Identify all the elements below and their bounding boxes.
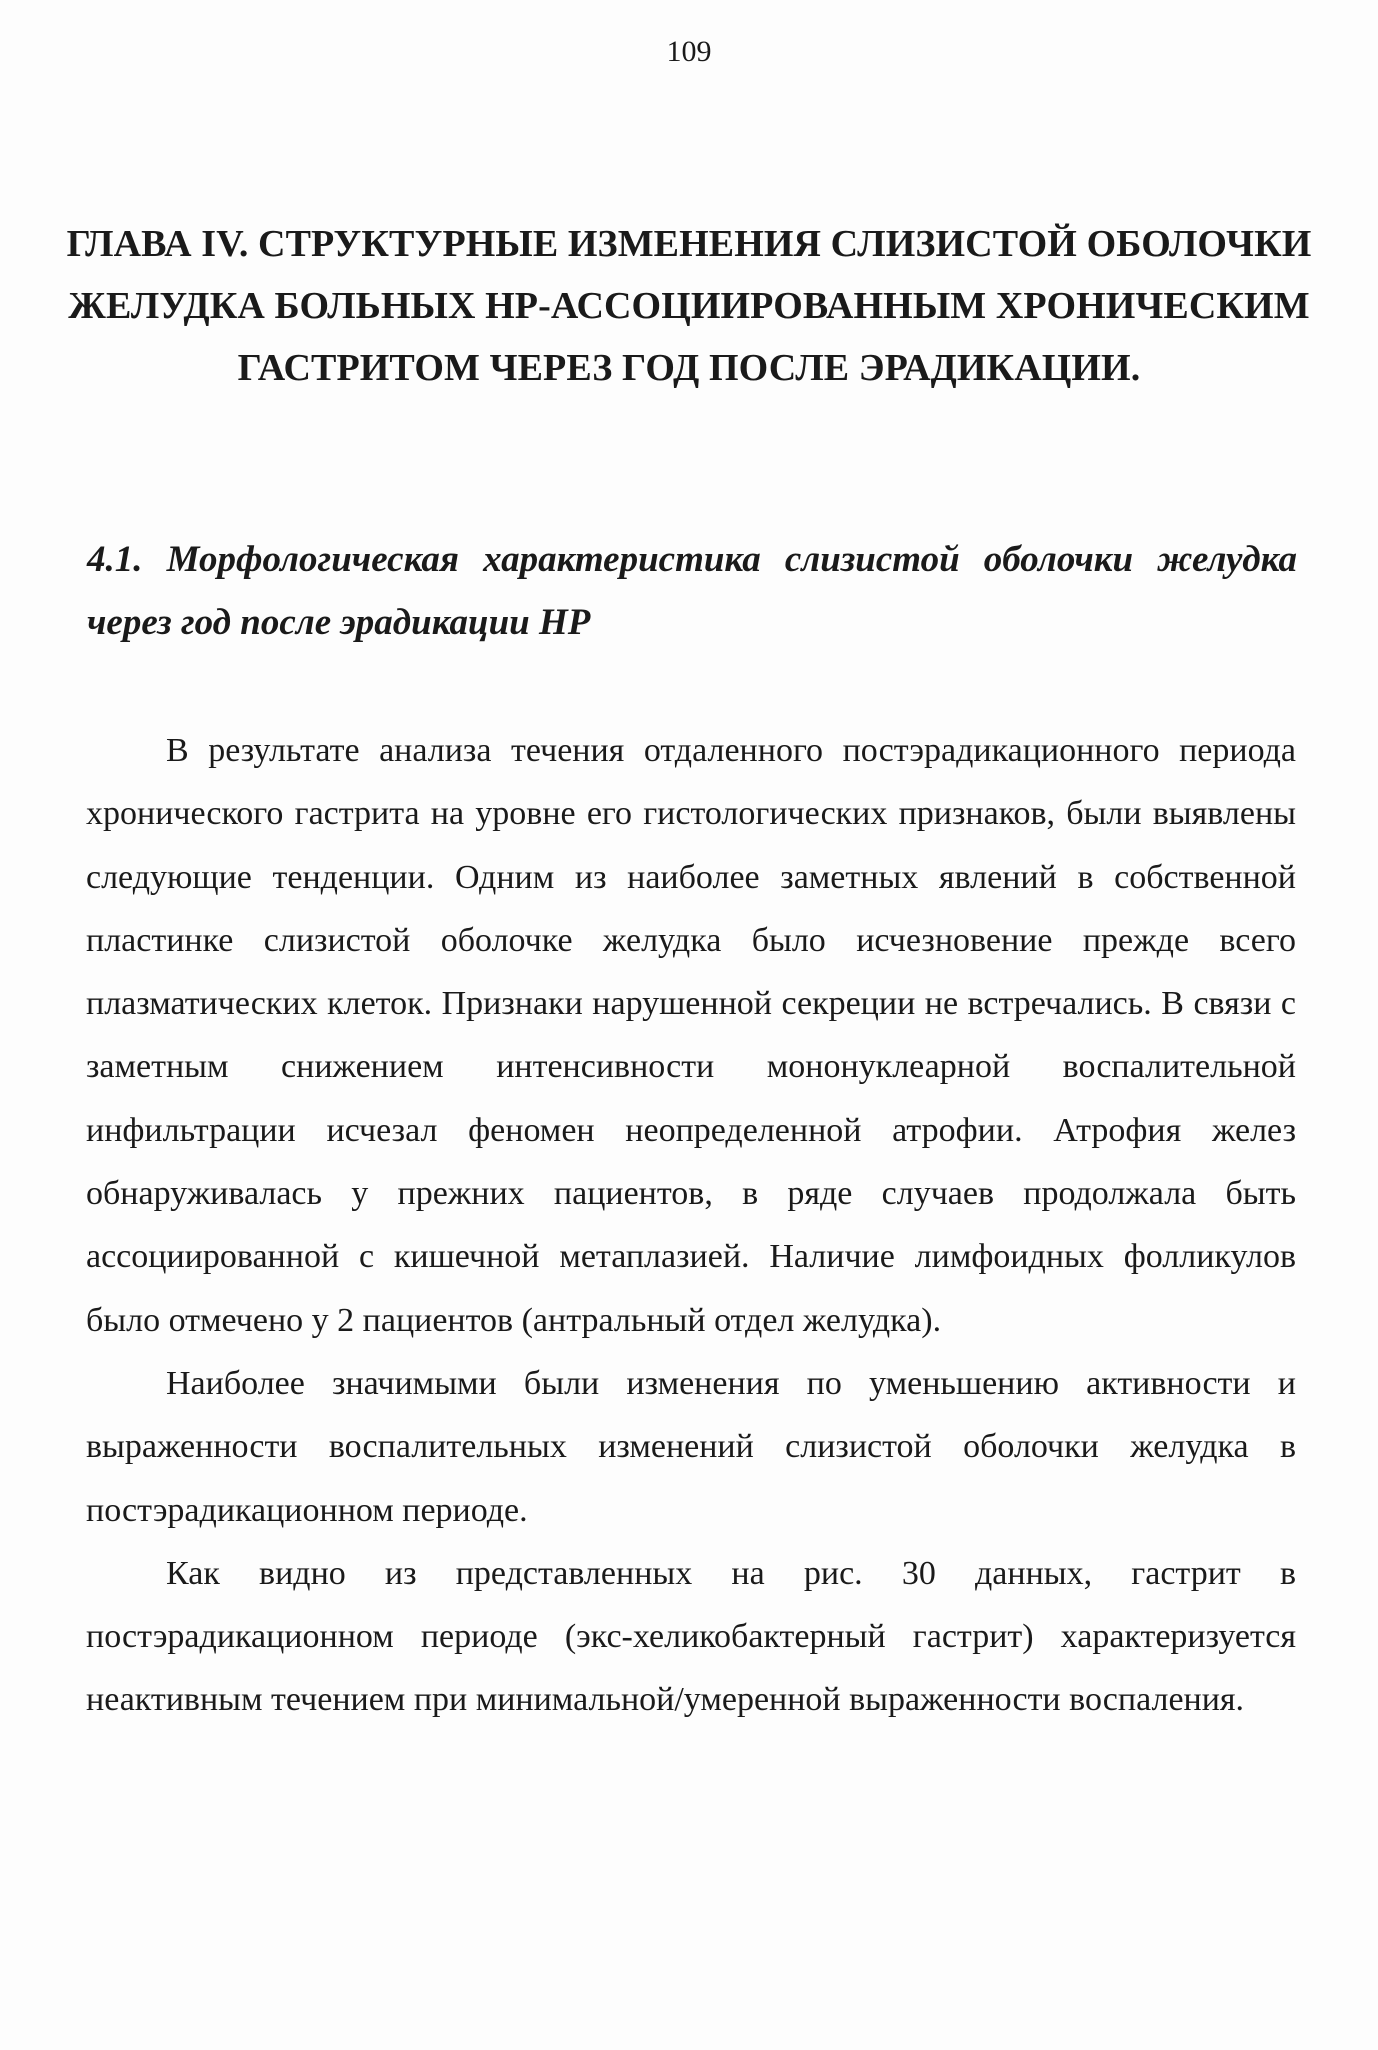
paragraph: Как видно из представленных на рис. 30 данных, гастрит в постэрадикационном периоде (экс-хеликобактерный гастрит) характеризуется неактивным течением при минимальной/умеренной выраженности воспаления. bbox=[86, 1554, 1296, 1719]
paragraph: В результате анализа течения отдаленного постэрадикационного периода хронического гастрита на уровне его гистологических признаков, были выявлены следующие тенденции. Одним из наиболее заметных явлений в собственной пластинке слизистой оболочке желудка было исчезновение прежде всего плазматических клеток. Признаки нарушенной секреции не встречались. В связи с заметным снижением интенсивности мононуклеарной воспалительной инфильтрации исчезал феномен неопределенной атрофии. Атрофия желез обнаруживалась у прежних пациентов, в ряде случаев продолжала быть ассоциированной с кишечной метаплазией. Наличие лимфоидных фолликулов было отмечено у 2 пациентов (антральный отдел желудка). bbox=[86, 732, 1296, 1339]
chapter-title-line: ГАСТРИТОМ ЧЕРЕЗ ГОД ПОСЛЕ ЭРАДИКАЦИИ. bbox=[237, 347, 1141, 389]
body-text bbox=[86, 719, 1296, 1732]
paragraph: Наиболее значимыми были изменения по уменьшению активности и выраженности воспалительных изменений слизистой оболочки желудка в постэрадикационном периоде. bbox=[86, 1364, 1296, 1529]
chapter-title bbox=[60, 213, 1318, 399]
section-title: 4.1. Морфологическая характеристика слизистой оболочки желудка через год после эрадикации НР bbox=[87, 539, 1297, 643]
chapter-title-line: ЖЕЛУДКА БОЛЬНЫХ НР-АССОЦИИРОВАННЫМ ХРОНИЧЕСКИМ bbox=[68, 285, 1310, 327]
chapter-title-line: ГЛАВА IV. СТРУКТУРНЫЕ ИЗМЕНЕНИЯ СЛИЗИСТОЙ ОБОЛОЧКИ bbox=[66, 223, 1312, 265]
page-number: 109 bbox=[666, 35, 712, 68]
